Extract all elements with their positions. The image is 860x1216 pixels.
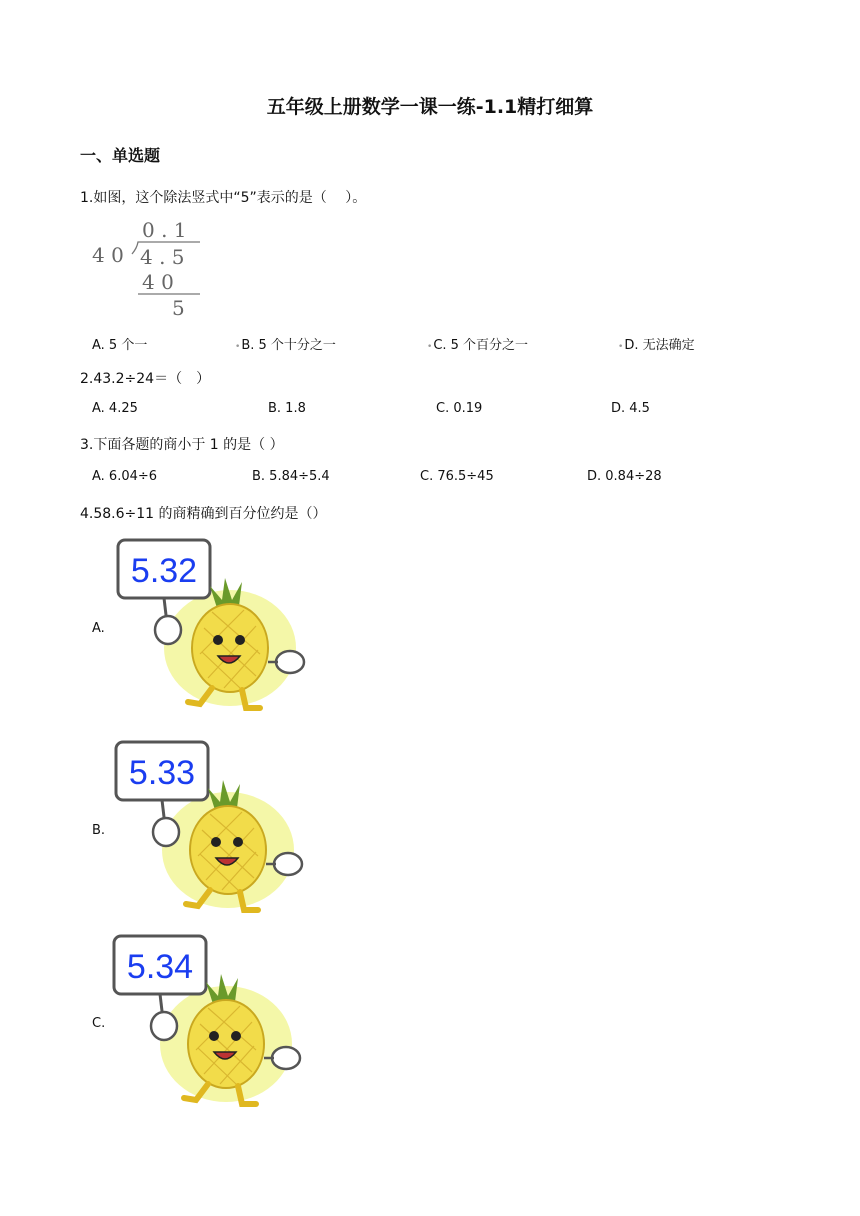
q3-option-d[interactable]: D. 0.84÷28 [587,469,662,484]
q4-option-c-label[interactable]: C. [92,1016,106,1031]
sign-b-value: 5.33 [128,754,196,792]
marker-dot-icon: • [235,342,241,352]
q1-option-b[interactable] [235,334,336,353]
sign-c-value: 5.34 [126,948,194,986]
q3-option-a[interactable]: A. 6.04÷6 [92,469,158,484]
division-dividend: 4 . 5 [140,245,185,269]
question-2-text: 2.43.2÷24＝（ ） [80,371,211,387]
q1-option-a[interactable]: A. 5 个一 [92,338,148,353]
division-divisor: 4 0 [92,243,124,267]
sign-a-value: 5.32 [130,552,198,590]
page-title: 五年级上册数学一课一练-1.1精打细算 [266,96,594,118]
q2-option-a[interactable]: A. 4.25 [92,401,138,416]
pineapple-sign-a-icon[interactable] [112,536,307,716]
q2-option-b[interactable]: B. 1.8 [268,401,306,416]
long-division-figure [88,214,208,324]
marker-dot-icon: • [618,342,624,352]
question-4-text: 4.58.6÷11 的商精确到百分位约是（） [80,506,327,522]
division-quotient: 0 . 1 [142,218,187,242]
question-3-text: 3.下面各题的商小于 1 的是（ ） [80,437,284,453]
q2-option-c[interactable]: C. 0.19 [436,401,483,416]
division-remainder: 5 [172,296,185,320]
q2-option-d[interactable]: D. 4.5 [611,401,650,416]
division-product: 4 0 [142,270,174,294]
q1-option-b-label: B. 5 个十分之一 [241,338,336,353]
question-1-text: 1.如图，这个除法竖式中“5”表示的是（ ）。 [80,190,367,206]
q4-option-a-label[interactable]: A. [92,621,105,636]
q3-option-c[interactable]: C. 76.5÷45 [420,469,494,484]
section-heading: 一、单选题 [80,146,161,165]
q4-option-b-label[interactable]: B. [92,823,106,838]
q1-option-d[interactable] [618,334,695,353]
pineapple-sign-c-icon[interactable] [108,932,303,1112]
q1-option-c[interactable] [427,334,528,353]
q3-option-b[interactable]: B. 5.84÷5.4 [252,469,330,484]
q1-option-d-label: D. 无法确定 [624,338,695,353]
marker-dot-icon: • [427,342,433,352]
pineapple-sign-b-icon[interactable] [110,738,305,918]
q1-option-c-label: C. 5 个百分之一 [433,338,529,353]
